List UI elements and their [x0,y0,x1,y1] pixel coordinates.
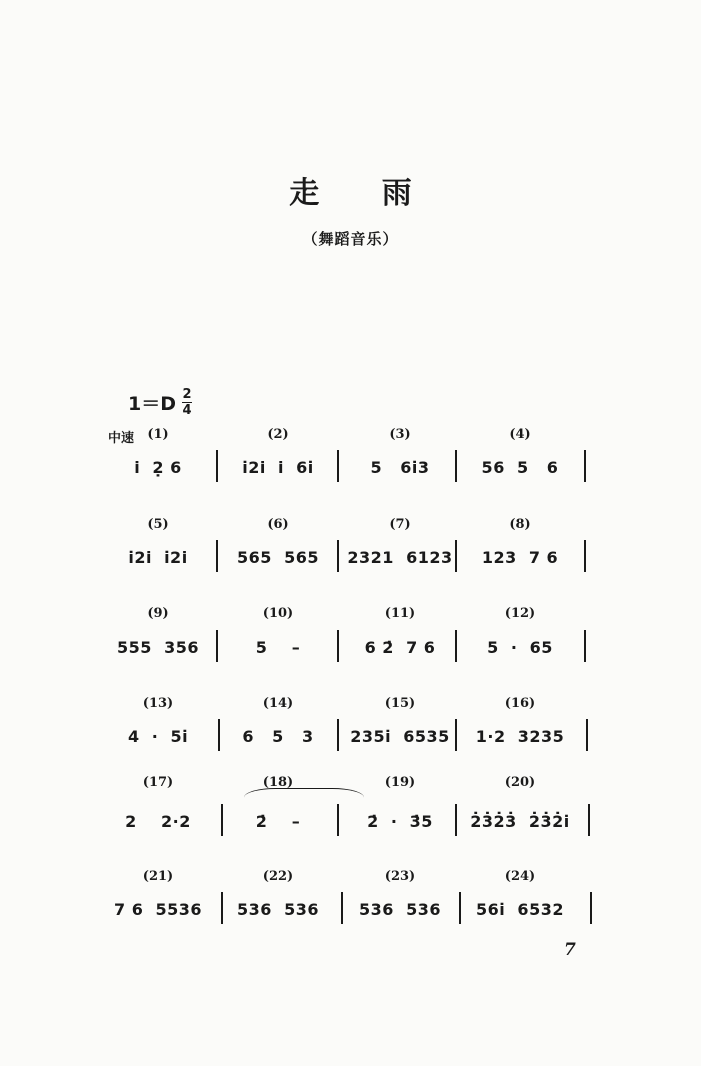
measure-number: (20) [504,775,536,790]
measure-number: (12) [504,606,536,621]
measure-number: (18) [262,775,294,790]
measure-number: (10) [262,606,294,621]
barline [455,719,457,751]
measure-number: (9) [147,606,169,621]
measure-notes: i̇2i i̇2i [128,548,188,567]
measure-number: (14) [262,696,294,711]
barline [337,719,339,751]
measure-number: (5) [147,517,169,532]
measure-notes: 565 565 [237,548,319,567]
measure-notes: 2̇3̇2̇3̇ 2̇3̇2̇i̇ [470,812,570,831]
barline [221,892,223,924]
measure-number: (8) [509,517,531,532]
measure-number: (21) [142,869,174,884]
barline [584,540,586,572]
measure-number: (17) [142,775,174,790]
measure-notes: 56i̇ 6532 [476,900,564,919]
barline [341,892,343,924]
barline [337,540,339,572]
measure-number: (24) [504,869,536,884]
barline [455,540,457,572]
key-signature [128,388,192,417]
barline [216,450,218,482]
measure-notes: 5 · 65 [487,638,553,657]
page-number: 7 [564,940,576,960]
barline [221,804,223,836]
measure-notes: 536 536 [359,900,441,919]
measure-notes: 7 6 5536 [113,900,203,919]
barline [337,450,339,482]
barline [455,804,457,836]
barline [455,450,457,482]
measure-number: (6) [267,517,289,532]
measure-number: (16) [504,696,536,711]
barline [337,630,339,662]
measure-notes: 5 – [255,638,301,657]
measure-notes: 2321 6123 [347,548,453,567]
measure-notes: 235i̇ 6535 [350,727,450,746]
barline [588,804,590,836]
measure-notes: 123 7 6 [481,548,559,567]
barline [218,719,220,751]
measure-notes: i̇2i i 6i̇ [242,458,314,477]
measure-number: (3) [389,427,411,442]
piece-title: 走 雨 [289,176,438,211]
measure-number: (11) [384,606,416,621]
barline [216,540,218,572]
measure-number: (4) [509,427,531,442]
measure-number: (23) [384,869,416,884]
measure-notes: 555 356 [117,638,199,657]
barline [459,892,461,924]
barline [216,630,218,662]
measure-notes: 56 5 6 [481,458,559,477]
measure-notes: 536 536 [237,900,319,919]
key-label: 1＝D [128,393,176,415]
slur [244,788,364,807]
measure-number: (7) [389,517,411,532]
barline [584,630,586,662]
measure-notes: 4 · 5i̇ [127,727,189,746]
measure-notes: 5 6i̇3 [370,458,430,477]
barline [337,804,339,836]
barline [586,719,588,751]
measure-number: (22) [262,869,294,884]
piece-subtitle: （舞蹈音乐） [302,230,399,248]
measure-notes: 6 5 3 [242,727,314,746]
barline [584,450,586,482]
measure-notes: 2̇ · 3̇5 [367,812,433,831]
measure-number: (2) [267,427,289,442]
barline [455,630,457,662]
measure-notes: 2 2·2 [125,812,191,831]
measure-number: (15) [384,696,416,711]
measure-notes: 1·2 3235 [475,727,565,746]
measure-number: (19) [384,775,416,790]
measure-notes: 6 2̇ 7 6 [364,638,436,657]
tempo-marking: 中速 [108,431,135,446]
measure-notes: 2̇ – [255,812,301,831]
measure-notes: i 2̣ 6 [134,458,182,477]
barline [590,892,592,924]
measure-number: (1) [147,427,169,442]
measure-number: (13) [142,696,174,711]
time-signature [182,388,192,417]
time-numerator: 2 [182,387,192,402]
time-denominator: 4 [182,403,192,418]
